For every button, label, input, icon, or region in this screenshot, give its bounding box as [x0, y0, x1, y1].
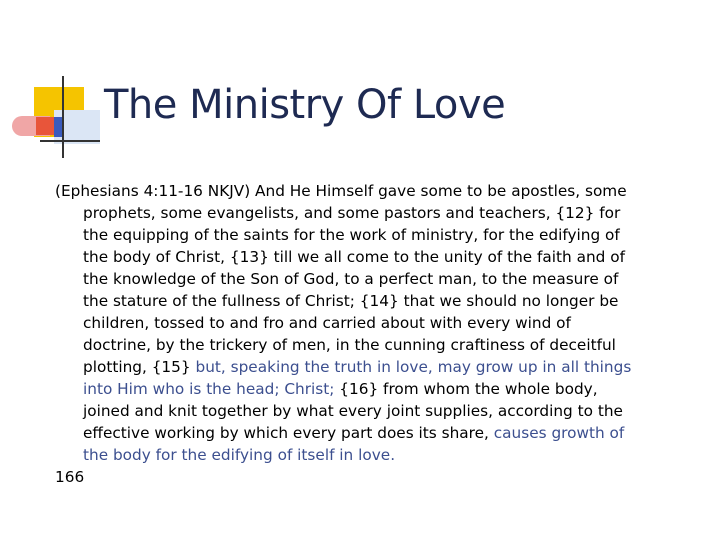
passage-line: [55, 202, 655, 224]
passage-text: doctrine, by the trickery of men, in the cunning craftiness of deceitful: [83, 336, 616, 354]
passage-line: [55, 312, 655, 334]
passage-line: [55, 246, 655, 268]
passage-text: (Ephesians 4:11-16 NKJV) And He Himself gave some to be apostles, some: [55, 182, 627, 200]
decor-vertical-line: [62, 76, 64, 158]
passage-line: [55, 268, 655, 290]
passage-text: plotting, {15}: [83, 358, 196, 376]
passage-text: children, tossed to and fro and carried about with every wind of: [83, 314, 571, 332]
decor-horizontal-line: [40, 140, 100, 142]
passage-text: the knowledge of the Son of God, to a perfect man, to the measure of: [83, 270, 619, 288]
passage-line: [55, 356, 655, 378]
passage-text: {16} from whom the whole body,: [334, 380, 598, 398]
passage-line: [55, 334, 655, 356]
highlighted-text: causes growth of: [493, 424, 625, 442]
passage-line: [55, 400, 655, 422]
scripture-passage: [55, 180, 655, 488]
passage-text: joined and knit together by what every joint supplies, according to the: [83, 402, 623, 420]
passage-text: the stature of the fullness of Christ; {14} that we should no longer be: [83, 292, 619, 310]
passage-line: [55, 180, 655, 202]
slide-title: The Ministry Of Love: [104, 82, 506, 128]
passage-text: prophets, some evangelists, and some pastors and teachers, {12} for: [83, 204, 621, 222]
passage-line: [55, 444, 655, 466]
highlighted-text: into Him who is the head; Christ;: [83, 380, 335, 398]
passage-line: [55, 224, 655, 246]
passage-line: [55, 378, 655, 400]
passage-text: the equipping of the saints for the work of ministry, for the edifying of: [83, 226, 620, 244]
passage-text: effective working by which every part does its share,: [83, 424, 494, 442]
highlighted-text: the body for the edifying of itself in love.: [83, 446, 396, 464]
passage-line: [55, 422, 655, 444]
highlighted-text: but, speaking the truth in love, may grow up in all things: [195, 358, 632, 376]
passage-text: the body of Christ, {13} till we all come to the unity of the faith and of: [83, 248, 626, 266]
footer-number: 166: [55, 468, 85, 486]
passage-line: [55, 290, 655, 312]
